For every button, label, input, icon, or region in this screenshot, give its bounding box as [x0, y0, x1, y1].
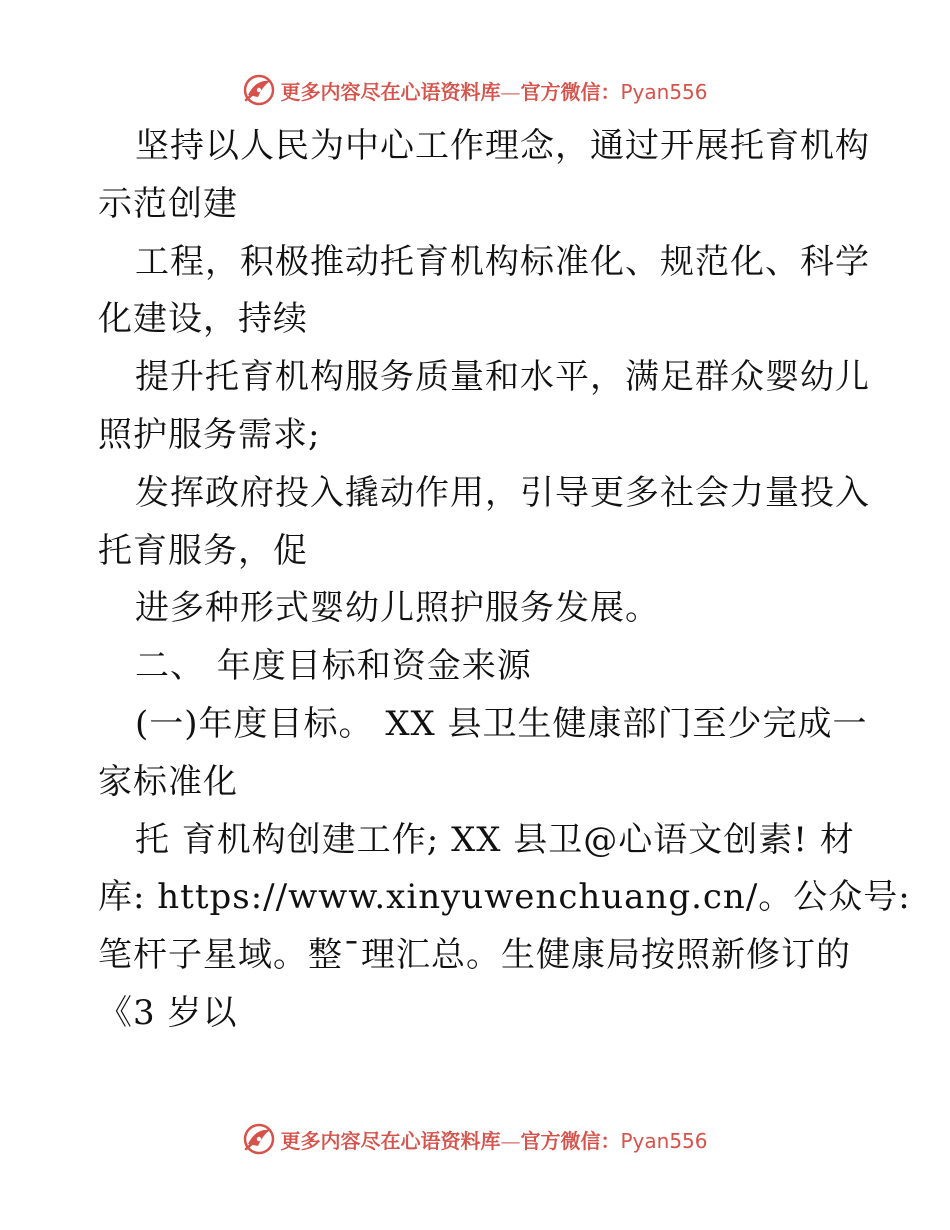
watermark-banner-top [0, 70, 950, 110]
body-line: 工程，积极推动托育机构标准化、规范化、科学 [135, 241, 870, 282]
watermark-separator: — [500, 79, 521, 104]
watermark-banner-bottom [0, 1119, 950, 1159]
body-line: 进多种形式婴幼儿照护服务发展。 [135, 588, 660, 629]
watermark-wechat-id: Pyan556 [620, 1128, 708, 1153]
document-body [98, 118, 911, 1043]
body-line: 提升托育机构服务质量和水平，满足群众婴幼儿 [135, 357, 870, 398]
body-line: 坚持以人民为中心工作理念，通过开展托育机构 [135, 126, 870, 166]
body-line: 库: https://www.xinyuwenchuang.cn/。公众号: [98, 877, 911, 918]
watermark-separator: — [500, 1128, 521, 1153]
section-heading: 二、 年度目标和资金来源 [135, 646, 532, 687]
body-line: 示范创建 [98, 183, 238, 224]
watermark-wechat-id: Pyan556 [620, 79, 708, 104]
watermark-wechat-label: 官方微信： [520, 1128, 621, 1153]
pen-nib-circle-logo-icon [242, 1122, 276, 1156]
watermark-site-text: 更多内容尽在心语资料库 [280, 1128, 501, 1153]
body-line: 托育服务，促 [98, 530, 308, 571]
body-line: 托 育机构创建工作; XX 县卫@心语文创素! 材 [135, 819, 855, 860]
body-line: 家标准化 [98, 761, 238, 802]
pen-nib-circle-logo-icon [242, 73, 276, 107]
watermark-text [280, 76, 707, 105]
body-line: 笔杆子星域。整¯理汇总。生健康局按照新修订的 [98, 935, 851, 976]
body-line: 照护服务需求; [98, 414, 321, 455]
watermark-site-text: 更多内容尽在心语资料库 [280, 79, 501, 104]
watermark-wechat-label: 官方微信： [520, 79, 621, 104]
body-line: 化建设，持续 [98, 299, 308, 340]
watermark-text [280, 1125, 707, 1154]
body-line: 发挥政府投入撬动作用，引导更多社会力量投入 [135, 472, 870, 513]
body-line: (一)年度目标。 XX 县卫生健康部门至少完成一 [135, 703, 868, 744]
body-line: 《3 岁以 [98, 992, 238, 1033]
